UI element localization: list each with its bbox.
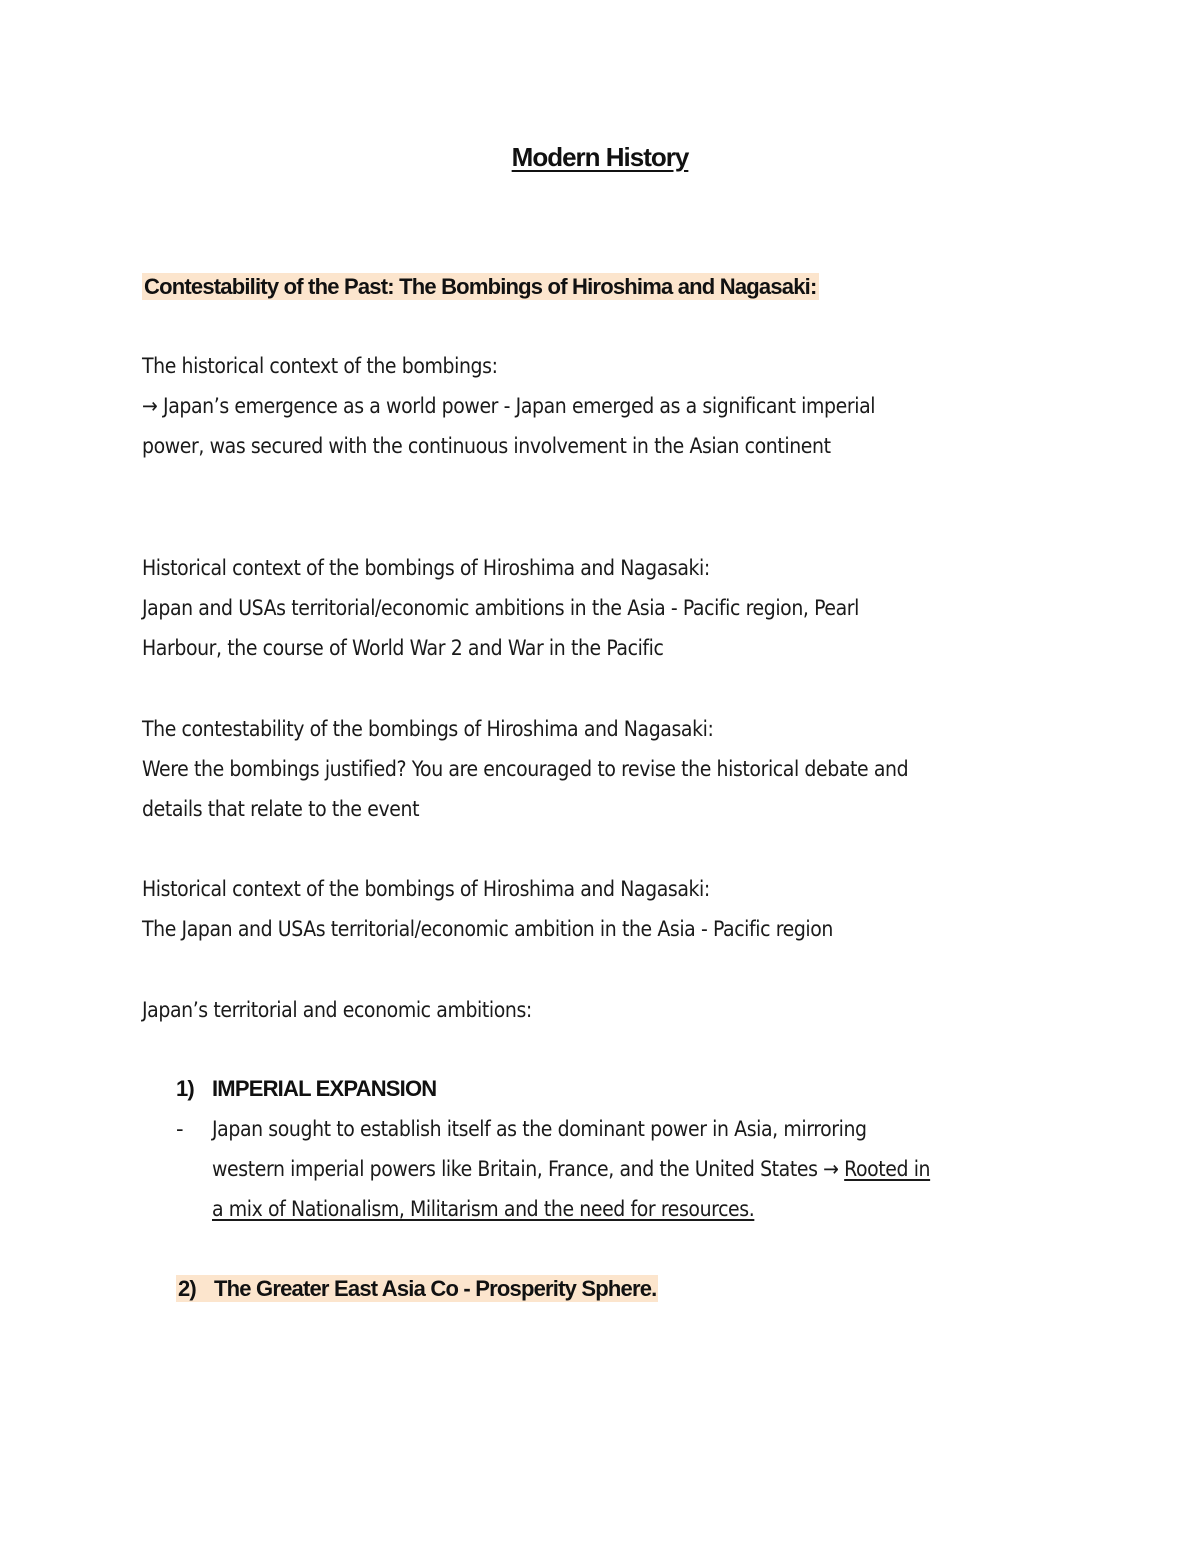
item1-number: 1) [176,1076,194,1101]
item2-heading [176,1276,658,1302]
item1-line3-underlined: a mix of Nationalism, Militarism and the need for resources. [212,1197,755,1221]
section-heading [142,274,819,300]
block1-line2: → Japan’s emergence as a world power - Japan emerged as a significant imperial [142,394,876,418]
block3-line3: details that relate to the event [142,797,420,821]
item1-line3 [212,1197,754,1221]
block1-line1: The historical context of the bombings: [142,354,498,378]
block5-line1: Japan’s territorial and economic ambitions: [142,998,532,1022]
item1-dash: - [176,1117,184,1141]
item1-line2-underlined: Rooted in [844,1157,931,1181]
item1-line1: Japan sought to establish itself as the dominant power in Asia, mirroring [212,1117,867,1141]
block3-line2: Were the bombings justified? You are encouraged to revise the historical debate and [142,757,909,781]
block4-line1: Historical context of the bombings of Hiroshima and Nagasaki: [142,877,710,901]
item1-heading [176,1076,436,1102]
item1-heading-text: IMPERIAL EXPANSION [212,1076,437,1101]
block3-line1: The contestability of the bombings of Hiroshima and Nagasaki: [142,717,714,741]
item1-line2-plain: western imperial powers like Britain, France, and the United States → [212,1157,845,1181]
block2-line2: Japan and USAs territorial/economic ambitions in the Asia - Pacific region, Pearl [142,596,859,620]
block2-line1: Historical context of the bombings of Hiroshima and Nagasaki: [142,556,710,580]
block4-line2: The Japan and USAs territorial/economic ambition in the Asia - Pacific region [142,917,834,941]
item2-heading-text: The Greater East Asia Co - Prosperity Sphere. [214,1276,657,1301]
page-title: Modern History [511,142,689,172]
block1-line3: power, was secured with the continuous involvement in the Asian continent [142,434,831,458]
block2-line3: Harbour, the course of World War 2 and War in the Pacific [142,636,664,660]
item2-heading-highlight [176,1275,658,1302]
section-heading-text: Contestability of the Past: The Bombings of Hiroshima and Nagasaki: [144,274,817,299]
item2-number: 2) [178,1276,196,1301]
item1-line2 [212,1157,930,1181]
